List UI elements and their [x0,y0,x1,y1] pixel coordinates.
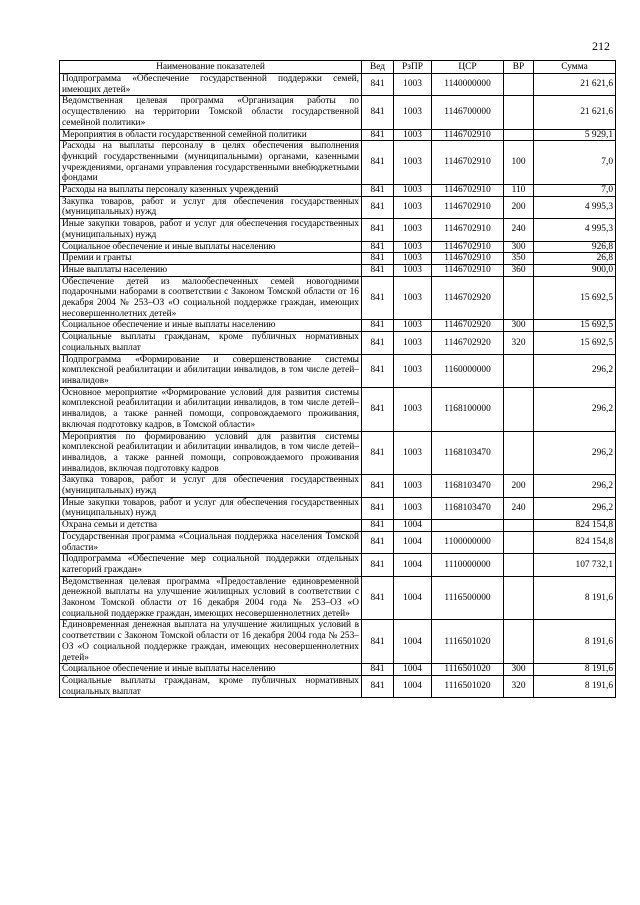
cell-vr: 200 [504,196,534,218]
cell-ved: 841 [362,332,394,354]
cell-sum: 900,0 [534,264,616,276]
cell-ved: 841 [362,141,394,185]
cell-rzpr: 1004 [394,576,432,620]
cell-rzpr: 1004 [394,620,432,664]
cell-vr: 360 [504,264,534,276]
cell-name: Государственная программа «Социальная поддержка населения Томской области» [60,531,362,553]
table-row [60,332,616,354]
cell-sum: 824 154,8 [534,520,616,532]
table-header-row [60,61,616,74]
table-row [60,276,616,320]
cell-csr: 1168103470 [432,475,504,497]
table-row [60,141,616,185]
cell-ved: 841 [362,276,394,320]
table-row [60,264,616,276]
cell-sum: 8 191,6 [534,664,616,676]
cell-vr [504,74,534,96]
cell-csr: 1168103470 [432,431,504,475]
cell-name: Иные выплаты населению [60,264,362,276]
cell-vr [504,129,534,141]
cell-sum: 4 995,3 [534,196,616,218]
cell-sum: 7,0 [534,141,616,185]
cell-sum: 15 692,5 [534,276,616,320]
cell-vr [504,387,534,431]
cell-sum: 296,2 [534,497,616,519]
cell-sum: 5 929,1 [534,129,616,141]
cell-name: Ведомственная целевая программа «Предоставление единовременной денежной выплаты на улучшение жилищных условий в соответствии с Законом Томской области от 16 декабря 2004 года № 253–ОЗ «О социальной поддержке граждан, имеющих несовершеннолетних детей» [60,576,362,620]
table-row [60,354,616,387]
cell-rzpr: 1003 [394,74,432,96]
cell-ved: 841 [362,264,394,276]
cell-sum: 21 621,6 [534,96,616,129]
cell-csr: 1146702910 [432,219,504,241]
cell-name: Подпрограмма «Формирование и совершенствование системы комплексной реабилитации и абилитации инвалидов, в том числе детей–инвалидов» [60,354,362,387]
table-row [60,554,616,576]
cell-vr: 100 [504,141,534,185]
cell-rzpr: 1003 [394,276,432,320]
cell-rzpr: 1003 [394,387,432,431]
cell-ved: 841 [362,196,394,218]
cell-name: Закупка товаров, работ и услуг для обеспечения государственных (муниципальных) нужд [60,475,362,497]
cell-ved: 841 [362,185,394,197]
cell-csr: 1116500000 [432,576,504,620]
cell-name: Социальные выплаты гражданам, кроме публичных нормативных социальных выплат [60,675,362,697]
cell-sum: 296,2 [534,475,616,497]
cell-vr [504,276,534,320]
cell-sum: 15 692,5 [534,320,616,332]
cell-name: Расходы на выплаты персоналу казенных учреждений [60,185,362,197]
page-number: 212 [592,39,610,53]
table-row [60,431,616,475]
cell-ved: 841 [362,475,394,497]
cell-csr: 1146702920 [432,320,504,332]
cell-name: Охрана семьи и детства [60,520,362,532]
table-row [60,497,616,519]
cell-vr: 320 [504,675,534,697]
table-row [60,620,616,664]
cell-ved: 841 [362,620,394,664]
cell-sum: 824 154,8 [534,531,616,553]
cell-vr [504,554,534,576]
cell-sum: 296,2 [534,431,616,475]
cell-name: Обеспечение детей из малообеспеченных семей новогодними подарочными наборами в соответствии с Законом Томской области от 16 декабря 2004 № 253–ОЗ «О социальной поддержке граждан, имеющих несовершеннолетних детей» [60,276,362,320]
cell-rzpr: 1003 [394,332,432,354]
cell-name: Социальное обеспечение и иные выплаты населению [60,320,362,332]
cell-rzpr: 1003 [394,185,432,197]
cell-rzpr: 1003 [394,264,432,276]
cell-ved: 841 [362,354,394,387]
cell-name: Единовременная денежная выплата на улучшение жилищных условий в соответствии с Законом Томской области от 16 декабря 2004 года № 253–ОЗ «О социальной поддержке граждан, имеющих несовершеннолетних детей» [60,620,362,664]
cell-sum: 926,8 [534,241,616,253]
table-row [60,664,616,676]
cell-rzpr: 1004 [394,664,432,676]
table-row [60,675,616,697]
cell-csr: 1146700000 [432,96,504,129]
table-row [60,96,616,129]
table-row [60,253,616,265]
cell-csr: 1146702910 [432,264,504,276]
cell-sum: 8 191,6 [534,576,616,620]
cell-ved: 841 [362,241,394,253]
cell-rzpr: 1003 [394,497,432,519]
header-csr: ЦСР [432,61,504,74]
cell-vr [504,96,534,129]
cell-vr: 320 [504,332,534,354]
cell-sum: 296,2 [534,387,616,431]
cell-ved: 841 [362,253,394,265]
table-row [60,241,616,253]
cell-vr: 240 [504,497,534,519]
cell-rzpr: 1004 [394,531,432,553]
cell-sum: 21 621,6 [534,74,616,96]
cell-rzpr: 1003 [394,320,432,332]
cell-vr [504,620,534,664]
cell-vr [504,520,534,532]
cell-ved: 841 [362,431,394,475]
table-row [60,129,616,141]
cell-rzpr: 1003 [394,219,432,241]
table-row [60,196,616,218]
cell-ved: 841 [362,664,394,676]
cell-name: Иные закупки товаров, работ и услуг для обеспечения государственных (муниципальных) нужд [60,497,362,519]
cell-rzpr: 1003 [394,129,432,141]
cell-rzpr: 1004 [394,675,432,697]
cell-sum: 26,8 [534,253,616,265]
cell-name: Основное мероприятие «Формирование условий для развития системы комплексной реабилитации и абилитации инвалидов, в том числе детей–инвалидов, а также ранней помощи, сопровождаемого проживания, включая подготовку кадров, в Томской области» [60,387,362,431]
table-row [60,576,616,620]
cell-csr: 1116501020 [432,620,504,664]
cell-sum: 107 732,1 [534,554,616,576]
cell-csr: 1146702910 [432,185,504,197]
cell-name: Социальное обеспечение и иные выплаты населению [60,241,362,253]
table-row [60,219,616,241]
table-row [60,520,616,532]
cell-sum: 296,2 [534,354,616,387]
cell-rzpr: 1004 [394,554,432,576]
cell-vr: 200 [504,475,534,497]
cell-csr: 1146702910 [432,253,504,265]
cell-csr: 1146702920 [432,332,504,354]
cell-csr: 1146702910 [432,129,504,141]
cell-sum: 8 191,6 [534,675,616,697]
cell-vr: 300 [504,241,534,253]
cell-csr: 1168100000 [432,387,504,431]
header-ved: Вед [362,61,394,74]
cell-csr: 1100000000 [432,531,504,553]
table-body [60,74,616,698]
cell-csr: 1146702910 [432,241,504,253]
cell-ved: 841 [362,219,394,241]
cell-vr: 300 [504,664,534,676]
cell-name: Социальные выплаты гражданам, кроме публичных нормативных социальных выплат [60,332,362,354]
cell-vr [504,576,534,620]
cell-name: Мероприятия в области государственной семейной политики [60,129,362,141]
cell-ved: 841 [362,554,394,576]
cell-sum: 8 191,6 [534,620,616,664]
cell-vr [504,354,534,387]
cell-csr: 1146702920 [432,276,504,320]
cell-csr [432,520,504,532]
cell-ved: 841 [362,96,394,129]
cell-csr: 1168103470 [432,497,504,519]
cell-name: Мероприятия по формированию условий для развития системы комплексной реабилитации и абилитации инвалидов, в том числе детей–инвалидов, а также ранней помощи, сопровождаемого проживания инвалидов, включая подготовку кадров [60,431,362,475]
table-row [60,74,616,96]
budget-table [59,60,616,698]
header-name: Наименование показателей [60,61,362,74]
cell-rzpr: 1003 [394,431,432,475]
table-row [60,387,616,431]
cell-rzpr: 1003 [394,196,432,218]
cell-ved: 841 [362,576,394,620]
cell-csr: 1140000000 [432,74,504,96]
cell-name: Иные закупки товаров, работ и услуг для обеспечения государственных (муниципальных) нужд [60,219,362,241]
cell-sum: 7,0 [534,185,616,197]
cell-csr: 1146702910 [432,196,504,218]
cell-name: Подпрограмма «Обеспечение мер социальной поддержки отдельных категорий граждан» [60,554,362,576]
cell-rzpr: 1003 [394,96,432,129]
header-vr: ВР [504,61,534,74]
cell-csr: 1116501020 [432,664,504,676]
cell-vr: 300 [504,320,534,332]
cell-vr [504,531,534,553]
cell-sum: 4 995,3 [534,219,616,241]
cell-vr: 240 [504,219,534,241]
cell-ved: 841 [362,531,394,553]
cell-vr: 350 [504,253,534,265]
table-row [60,185,616,197]
cell-ved: 841 [362,74,394,96]
header-sum: Сумма [534,61,616,74]
cell-name: Подпрограмма «Обеспечение государственной поддержки семей, имеющих детей» [60,74,362,96]
cell-vr: 110 [504,185,534,197]
table-row [60,475,616,497]
cell-name: Премии и гранты [60,253,362,265]
table-row [60,320,616,332]
cell-rzpr: 1003 [394,475,432,497]
cell-csr: 1146702910 [432,141,504,185]
cell-rzpr: 1003 [394,354,432,387]
cell-rzpr: 1003 [394,241,432,253]
cell-csr: 1160000000 [432,354,504,387]
cell-csr: 1110000000 [432,554,504,576]
cell-rzpr: 1003 [394,141,432,185]
cell-ved: 841 [362,129,394,141]
cell-ved: 841 [362,675,394,697]
cell-sum: 15 692,5 [534,332,616,354]
cell-ved: 841 [362,520,394,532]
cell-rzpr: 1004 [394,520,432,532]
cell-vr [504,431,534,475]
cell-name: Социальное обеспечение и иные выплаты населению [60,664,362,676]
header-rzpr: РзПР [394,61,432,74]
cell-name: Закупка товаров, работ и услуг для обеспечения государственных (муниципальных) нужд [60,196,362,218]
cell-name: Ведомственная целевая программа «Организация работы по осуществлению на территории Томской области государственной семейной политики» [60,96,362,129]
cell-name: Расходы на выплаты персоналу в целях обеспечения выполнения функций государственными (муниципальными) органами, казенными учреждениями, органами управления государственными внебюджетными фондами [60,141,362,185]
cell-ved: 841 [362,320,394,332]
cell-ved: 841 [362,497,394,519]
table-row [60,531,616,553]
cell-csr: 1116501020 [432,675,504,697]
cell-ved: 841 [362,387,394,431]
cell-rzpr: 1003 [394,253,432,265]
